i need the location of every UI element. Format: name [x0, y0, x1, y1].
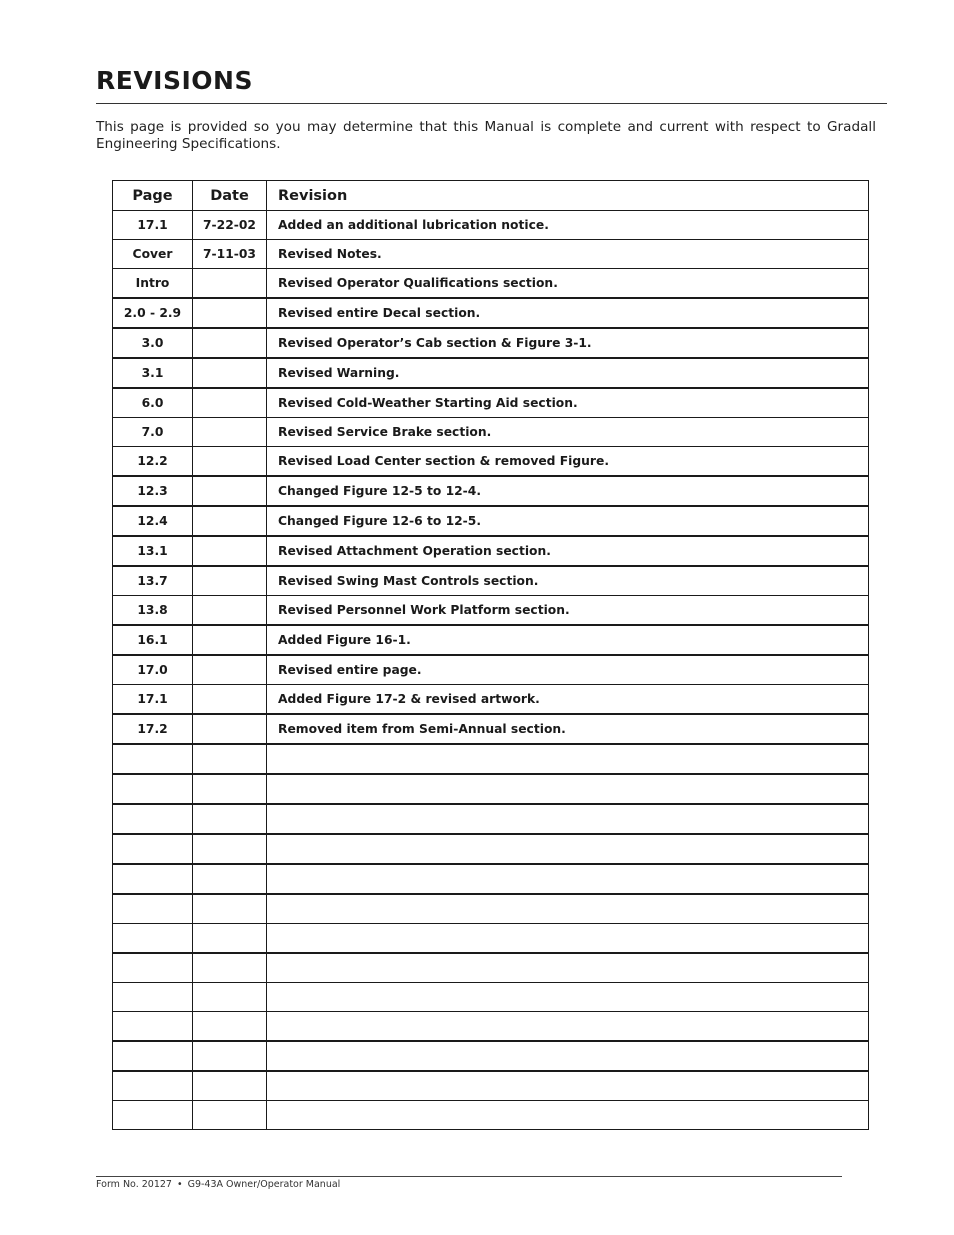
table-row: [113, 655, 869, 685]
cell-date: [193, 418, 267, 447]
table-row: [113, 685, 869, 715]
cell-revision: [267, 1012, 869, 1042]
cell-page: 17.2: [113, 714, 193, 744]
cell-date: [193, 1041, 267, 1071]
table-row: [113, 983, 869, 1012]
cell-page: [113, 924, 193, 954]
cell-date: [193, 834, 267, 864]
cell-date: [193, 358, 267, 388]
cell-revision: Revised Cold-Weather Starting Aid section.: [267, 388, 869, 418]
cell-date: [193, 476, 267, 506]
cell-revision: [267, 774, 869, 804]
table-row: [113, 625, 869, 655]
cell-date: [193, 864, 267, 894]
cell-date: [193, 714, 267, 744]
cell-revision: [267, 894, 869, 924]
cell-page: [113, 1012, 193, 1042]
cell-date: [193, 566, 267, 596]
cell-page: 3.0: [113, 328, 193, 358]
footer-bullet: •: [176, 1179, 183, 1190]
cell-date: 7-22-02: [193, 211, 267, 240]
cell-revision: [267, 1071, 869, 1101]
cell-page: [113, 834, 193, 864]
table-row: [113, 596, 869, 626]
cell-date: [193, 298, 267, 328]
cell-date: [193, 536, 267, 566]
table-row: [113, 447, 869, 477]
cell-revision: [267, 953, 869, 983]
footer-manual-title: G9-43A Owner/Operator Manual: [187, 1179, 341, 1190]
cell-date: [193, 447, 267, 477]
cell-page: [113, 894, 193, 924]
cell-page: 17.1: [113, 685, 193, 715]
cell-date: [193, 804, 267, 834]
cell-revision: Added Figure 17-2 & revised artwork.: [267, 685, 869, 715]
cell-date: [193, 894, 267, 924]
cell-revision: Revised Operator Qualifications section.: [267, 269, 869, 299]
table-row: [113, 328, 869, 358]
table-row: [113, 894, 869, 924]
table-row: [113, 418, 869, 447]
cell-revision: [267, 1101, 869, 1130]
revisions-table: [112, 180, 869, 1130]
table-row: [113, 358, 869, 388]
cell-date: [193, 924, 267, 954]
cell-page: [113, 983, 193, 1012]
cell-page: [113, 1101, 193, 1130]
table-row: [113, 864, 869, 894]
cell-date: [193, 328, 267, 358]
cell-date: 7-11-03: [193, 240, 267, 269]
cell-date: [193, 1012, 267, 1042]
cell-page: [113, 864, 193, 894]
cell-date: [193, 983, 267, 1012]
table-header: [113, 181, 869, 211]
cell-revision: Revised Notes.: [267, 240, 869, 269]
footer: [96, 1179, 340, 1190]
table-row: [113, 506, 869, 536]
table-row: [113, 1101, 869, 1130]
cell-page: 12.4: [113, 506, 193, 536]
cell-page: 13.8: [113, 596, 193, 626]
cell-revision: [267, 983, 869, 1012]
cell-revision: [267, 834, 869, 864]
cell-revision: Revised Operator’s Cab section & Figure 3-1.: [267, 328, 869, 358]
cell-revision: [267, 1041, 869, 1071]
cell-revision: [267, 804, 869, 834]
table-row: [113, 536, 869, 566]
cell-revision: Revised Warning.: [267, 358, 869, 388]
table-row: [113, 804, 869, 834]
cell-page: [113, 1071, 193, 1101]
cell-page: [113, 774, 193, 804]
cell-revision: Revised entire Decal section.: [267, 298, 869, 328]
cell-page: 12.3: [113, 476, 193, 506]
cell-date: [193, 1101, 267, 1130]
cell-date: [193, 685, 267, 715]
cell-date: [193, 625, 267, 655]
table-row: [113, 566, 869, 596]
cell-date: [193, 1071, 267, 1101]
table-row: [113, 298, 869, 328]
table-row: [113, 476, 869, 506]
cell-page: [113, 744, 193, 774]
cell-revision: Revised entire page.: [267, 655, 869, 685]
cell-revision: [267, 864, 869, 894]
cell-date: [193, 744, 267, 774]
table-row: [113, 1041, 869, 1071]
cell-revision: Revised Attachment Operation section.: [267, 536, 869, 566]
table-row: [113, 1012, 869, 1042]
table-body: [113, 211, 869, 1130]
cell-page: [113, 1041, 193, 1071]
footer-form-number: Form No. 20127: [96, 1179, 172, 1190]
cell-page: Intro: [113, 269, 193, 299]
cell-page: 6.0: [113, 388, 193, 418]
table-row: [113, 211, 869, 240]
cell-page: 3.1: [113, 358, 193, 388]
cell-revision: Added an additional lubrication notice.: [267, 211, 869, 240]
cell-date: [193, 655, 267, 685]
cell-revision: Removed item from Semi-Annual section.: [267, 714, 869, 744]
table-row: [113, 924, 869, 954]
cell-date: [193, 596, 267, 626]
cell-revision: Revised Swing Mast Controls section.: [267, 566, 869, 596]
footer-divider: [96, 1176, 842, 1177]
cell-page: 13.1: [113, 536, 193, 566]
cell-page: 16.1: [113, 625, 193, 655]
header-date: Date: [193, 181, 267, 211]
table-row: [113, 1071, 869, 1101]
cell-date: [193, 269, 267, 299]
cell-page: 7.0: [113, 418, 193, 447]
cell-date: [193, 506, 267, 536]
cell-date: [193, 953, 267, 983]
cell-page: 17.0: [113, 655, 193, 685]
cell-page: 2.0 - 2.9: [113, 298, 193, 328]
cell-page: 12.2: [113, 447, 193, 477]
cell-date: [193, 774, 267, 804]
cell-revision: Revised Load Center section & removed Figure.: [267, 447, 869, 477]
cell-revision: Revised Personnel Work Platform section.: [267, 596, 869, 626]
header-page: Page: [113, 181, 193, 211]
title-divider: [96, 103, 887, 104]
table-row: [113, 269, 869, 299]
cell-date: [193, 388, 267, 418]
cell-page: Cover: [113, 240, 193, 269]
intro-paragraph: This page is provided so you may determine that this Manual is complete and current with respect to Gradall Engineering Specifications.: [96, 119, 876, 152]
header-revision: Revision: [267, 181, 869, 211]
cell-page: 17.1: [113, 211, 193, 240]
table-row: [113, 714, 869, 744]
cell-revision: Added Figure 16-1.: [267, 625, 869, 655]
cell-revision: [267, 744, 869, 774]
table-row: [113, 240, 869, 269]
cell-revision: [267, 924, 869, 954]
page-title: REVISIONS: [96, 66, 253, 95]
cell-page: [113, 804, 193, 834]
table-row: [113, 953, 869, 983]
table-row: [113, 744, 869, 774]
table-row: [113, 388, 869, 418]
cell-page: 13.7: [113, 566, 193, 596]
table-row: [113, 834, 869, 864]
cell-revision: Changed Figure 12-5 to 12-4.: [267, 476, 869, 506]
table-header-row: [113, 181, 869, 211]
cell-page: [113, 953, 193, 983]
cell-revision: Revised Service Brake section.: [267, 418, 869, 447]
table-row: [113, 774, 869, 804]
cell-revision: Changed Figure 12-6 to 12-5.: [267, 506, 869, 536]
